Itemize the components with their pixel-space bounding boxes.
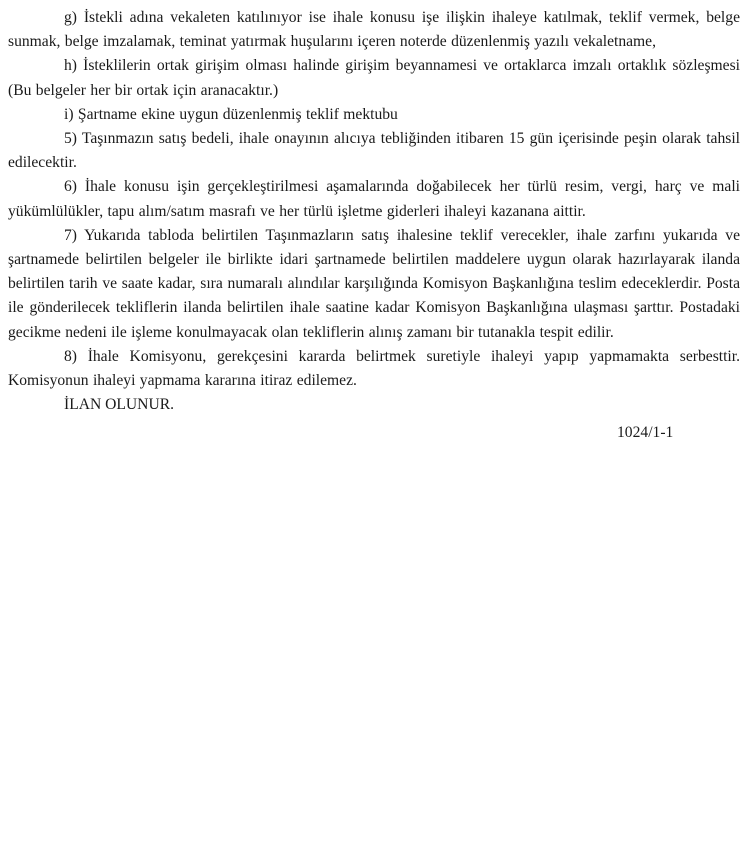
paragraph-g-power-of-attorney: g) İstekli adına vekaleten katılınıyor ise ihale konusu işe ilişkin ihaleye katılmak, teklif vermek, belge sunmak, belge imzalamak, teminat yatırmak huşularını içeren noterde düzenlenmiş yazılı vekaletname, — [8, 9, 740, 51]
paragraph-7-submission: 7) Yukarıda tabloda belirtilen Taşınmazların satış ihalesine teklif verecekler, ihale zarfını yukarıda ve şartnamede belirtilen belgeler ile birlikte idari şartnamede belirtilen maddelere uygun olarak hazırlayarak ilanda belirtilen tarih ve saate kadar, sıra numaralı alındılar karşılığında Komisyon Başkanlığına teslim edeceklerdir. Posta ile gönderilecek tekliflerin ilanda belirtilen ihale saatine kadar Komisyon Başkanlığına ulaşması şarttır. Postadaki gecikme nedeni ile işleme konulmayacak olan tekliflerin alınış zamanı bir tutanakla tespit edilir. — [8, 226, 740, 341]
paragraph-h-joint-venture: h) İsteklilerin ortak girişim olması halinde girişim beyannamesi ve ortaklarca imzalı ortaklık sözleşmesi (Bu belgeler her bir ortak için aranacaktır.) — [8, 57, 740, 99]
paragraph-8-commission: 8) İhale Komisyonu, gerekçesini kararda belirtmek suretiyle ihaleyi yapıp yapmamakta serbesttir. Komisyonun ihaleyi yapmama kararına itiraz edilemez. — [8, 347, 740, 390]
reference-number: 1024/1-1 — [617, 424, 674, 442]
paragraph-6-taxes-fees: 6) İhale konusu işin gerçekleştirilmesi aşamalarında doğabilecek her türlü resim, vergi, harç ve mali yükümlülükler, tapu alım/satım masrafı ve her türlü işletme giderleri ihaleyi kazanana aittir. — [8, 178, 740, 220]
document-page — [8, 6, 740, 446]
paragraph-i-offer-letter: i) Şartname ekine uygun düzenlenmiş teklif mektubu — [64, 105, 398, 123]
paragraph-5-sale-price: 5) Taşınmazın satış bedeli, ihale onayının alıcıya tebliğinden itibaren 15 gün içerisinde peşin olarak tahsil edilecektir. — [8, 130, 740, 172]
closing-announcement: İLAN OLUNUR. — [64, 396, 175, 414]
